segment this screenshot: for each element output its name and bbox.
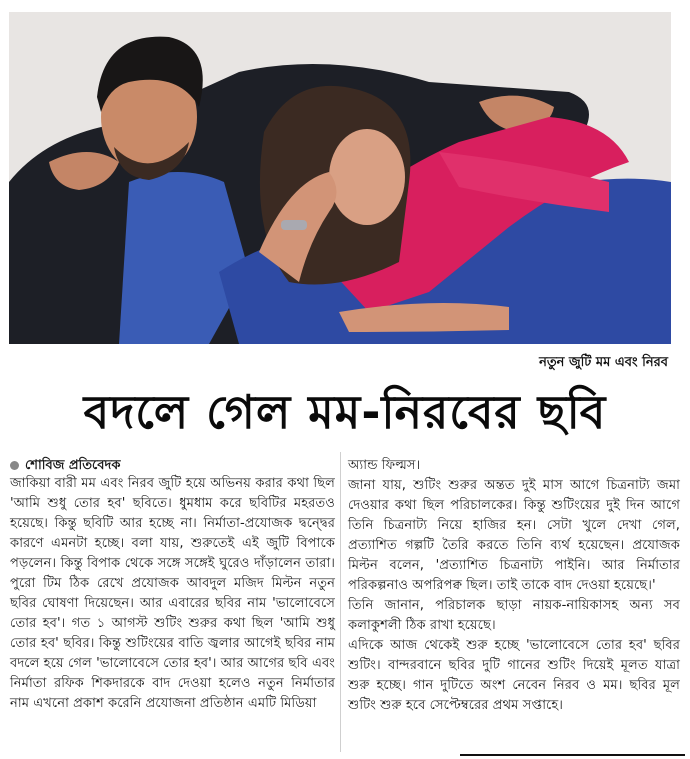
byline-text: শোবিজ প্রতিবেদক	[25, 458, 121, 473]
paragraph: জাকিয়া বারী মম এবং নিরব জুটি হয়ে অভিনয় করার কথা ছিল 'আমি শুধু তোর হব' ছবিতে। ধুমধাম করে ছবিটির মহরতও হয়েছে। কিন্তু ছবিটি আর হচ্ছে না। নির্মাতা-প্রযোজক দ্বন্দ্বের কারণে এমনটা হচ্ছে। বলা যায়, শুরুতেই এই জুটি বিপাকে পড়লেন। কিন্তু বিপাক থেকে সঙ্গে সঙ্গেই ঘুরেও দাঁড়ালেন তারা। পুরো টিম ঠিক রেখে প্রযোজক আবদুল মজিদ মিল্টন নতুন ছবির ঘোষণা দিয়েছেন। আর এবারের ছবির নাম 'ভালোবেসে তোর হব'। গত ১ আগস্ট শুটিং শুরুর কথা ছিল 'আমি শুধু তোর হব' ছবির। কিন্তু শুটিংয়ের বাতি জ্বলার আগেই ছবির নাম বদলে হয়ে গেল 'ভালোবেসে তোর হব'। আর আগের ছবি এবং নির্মাতা রফিক শিকদারকে বাদ দেওয়া হলেও নতুন নির্মাতার নাম এখনো প্রকাশ করেনি প্রযোজনা প্রতিষ্ঠান এমটি মিডিয়া	[10, 476, 335, 711]
paragraph: অ্যান্ড ফিল্মস।	[348, 458, 421, 473]
paragraph: জানা যায়, শুটিং শুরুর অন্তত দুই মাস আগে চিত্রনাট্য জমা দেওয়ার কথা ছিল পরিচালকের। কিন্তু শুটিংয়ের দুই দিন আগে তিনি চিত্রনাট্য নিয়ে হাজির হন। সেটা খুলে দেখা গেল, প্রত্যাশিত গল্পটি তৈরি করতে তিনি ব্যর্থ হয়েছেন। প্রযোজক মিল্টন বলেন, 'প্রত্যাশিত চিত্রনাট্য পাইনি। আর নির্মাতার পরিকল্পনাও অপরিপক্ব ছিল। তাই তাকে বাদ দেওয়া হয়েছে।'	[348, 478, 680, 593]
article-column-left	[10, 474, 335, 714]
article-photo	[9, 12, 671, 344]
end-rule	[460, 754, 685, 756]
bullet-icon	[10, 461, 19, 470]
paragraph: তিনি জানান, পরিচালক ছাড়া নায়ক-নায়িকাসহ অন্য সব কলাকুশলী ঠিক রাখা হয়েছে।	[348, 598, 680, 633]
column-divider	[340, 452, 341, 752]
photo-caption: নতুন জুটি মম এবং নিরব	[539, 355, 668, 370]
article-column-right	[348, 456, 680, 716]
paragraph: এদিকে আজ থেকেই শুরু হচ্ছে 'ভালোবেসে তোর হব' ছবির শুটিং। বান্দরবানে ছবির দুটি গানের শুটিং দিয়েই মূলত যাত্রা শুরু হচ্ছে। গান দুটিতে অংশ নেবেন নিরব ও মম। ছবির মূল শুটিং শুরু হবে সেপ্টেম্বরের প্রথম সপ্তাহে।	[348, 638, 680, 713]
headline: বদলে গেল মম-নিরবের ছবি	[83, 385, 607, 439]
